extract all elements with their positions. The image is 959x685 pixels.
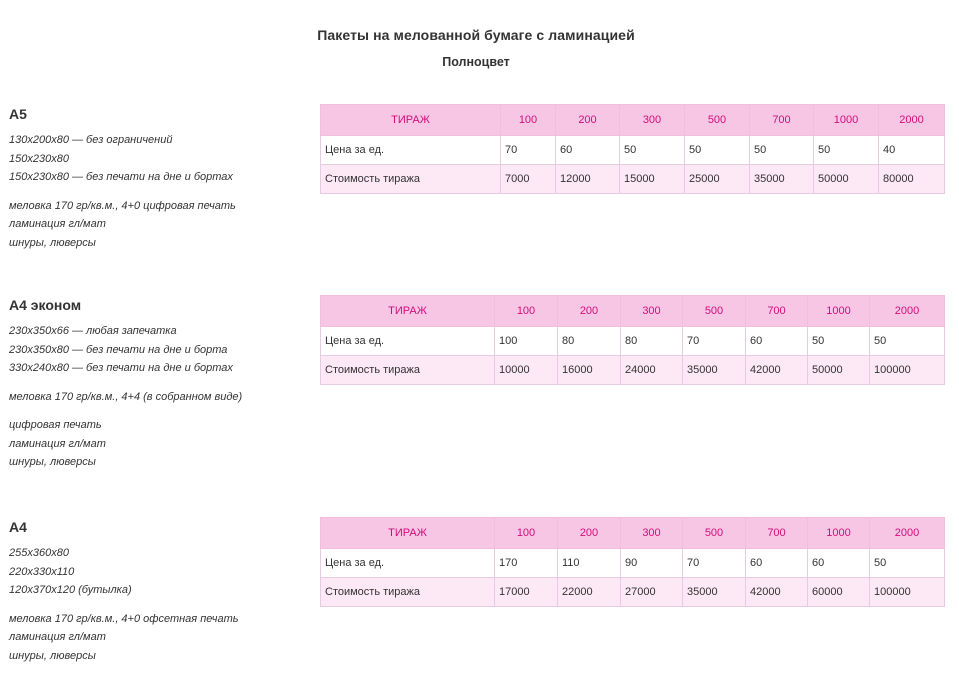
desc-line: 230x350x80 — без печати на дне и борта bbox=[9, 343, 228, 356]
table-cell: 22000 bbox=[558, 578, 621, 607]
table-cell: 10000 bbox=[495, 356, 558, 385]
section-title: A5 bbox=[9, 106, 27, 122]
header-cell: 100 bbox=[501, 105, 556, 136]
desc-line: меловка 170 гр/кв.м., 4+4 (в собранном виде) bbox=[9, 390, 243, 403]
size-list bbox=[9, 544, 309, 600]
section-info bbox=[9, 297, 309, 482]
desc-line: 255x360x80 bbox=[9, 547, 69, 559]
table-cell: 50 bbox=[808, 327, 870, 356]
size-list bbox=[9, 322, 309, 378]
row-label: Цена за ед. bbox=[321, 549, 495, 578]
header-cell: 1000 bbox=[808, 518, 870, 549]
table-cell: 50 bbox=[814, 136, 879, 165]
row-label: Цена за ед. bbox=[321, 136, 501, 165]
table-cell: 42000 bbox=[746, 578, 808, 607]
table-cell: 50000 bbox=[808, 356, 870, 385]
table-cell: 50 bbox=[870, 327, 945, 356]
desc-line: ламинация гл/мат bbox=[9, 437, 106, 450]
table-cell: 70 bbox=[501, 136, 556, 165]
section-info bbox=[9, 106, 309, 262]
section-title: A4 bbox=[9, 519, 27, 535]
desc-line: меловка 170 гр/кв.м., 4+0 цифровая печать bbox=[9, 199, 236, 212]
table-cell: 25000 bbox=[685, 165, 750, 194]
table-cell: 24000 bbox=[621, 356, 683, 385]
header-cell: 700 bbox=[746, 518, 808, 549]
desc-line: 150x230x80 bbox=[9, 152, 69, 165]
row-label: Цена за ед. bbox=[321, 327, 495, 356]
header-cell: 300 bbox=[621, 518, 683, 549]
row-label: Стоимость тиража bbox=[321, 165, 501, 194]
header-cell: 200 bbox=[558, 518, 621, 549]
price-table bbox=[320, 104, 945, 194]
price-table bbox=[320, 517, 945, 607]
header-cell: ТИРАЖ bbox=[321, 296, 495, 327]
table-cell: 35000 bbox=[750, 165, 814, 194]
table-cell: 60 bbox=[746, 327, 808, 356]
table-cell: 17000 bbox=[495, 578, 558, 607]
table-cell: 50 bbox=[620, 136, 685, 165]
table-cell: 35000 bbox=[683, 578, 746, 607]
price-table bbox=[320, 295, 945, 385]
header-cell: 300 bbox=[621, 296, 683, 327]
desc-line: 150x230x80 — без печати на дне и бортах bbox=[9, 171, 233, 183]
table-cell: 60 bbox=[808, 549, 870, 578]
table-cell: 60000 bbox=[808, 578, 870, 607]
table-cell: 27000 bbox=[621, 578, 683, 607]
desc-line: 330x240x80 — без печати на дне и бортах bbox=[9, 362, 233, 374]
table-cell: 60 bbox=[556, 136, 620, 165]
table-cell: 40 bbox=[879, 136, 945, 165]
table-cell: 80000 bbox=[879, 165, 945, 194]
table-cell: 50000 bbox=[814, 165, 879, 194]
table-cell: 50 bbox=[685, 136, 750, 165]
material-list bbox=[9, 610, 309, 666]
table-cell: 70 bbox=[683, 549, 746, 578]
size-list bbox=[9, 131, 309, 187]
page-title: Пакеты на мелованной бумаге с ламинацией bbox=[317, 27, 635, 43]
material-list bbox=[9, 388, 309, 407]
header-cell: ТИРАЖ bbox=[321, 105, 501, 136]
desc-line: шнуры, люверсы bbox=[9, 236, 96, 249]
header-cell: 200 bbox=[556, 105, 620, 136]
header-cell: 500 bbox=[683, 518, 746, 549]
desc-line: 120x370x120 (бутылка) bbox=[9, 584, 132, 596]
desc-line: цифровая печать bbox=[9, 419, 102, 431]
desc-line: шнуры, люверсы bbox=[9, 456, 96, 468]
header-cell: 200 bbox=[558, 296, 621, 327]
header-cell: 2000 bbox=[870, 296, 945, 327]
table-cell: 90 bbox=[621, 549, 683, 578]
desc-line: 130x200x80 — без ограничений bbox=[9, 134, 173, 146]
page-subtitle: Полноцвет bbox=[442, 55, 510, 69]
table-cell: 70 bbox=[683, 327, 746, 356]
table-cell: 50 bbox=[750, 136, 814, 165]
table-cell: 170 bbox=[495, 549, 558, 578]
table-row-unit-price bbox=[321, 327, 945, 356]
table-row-total bbox=[321, 165, 945, 194]
header-cell: ТИРАЖ bbox=[321, 518, 495, 549]
header-cell: 500 bbox=[683, 296, 746, 327]
desc-line: меловка 170 гр/кв.м., 4+0 офсетная печать bbox=[9, 612, 239, 625]
header-cell: 500 bbox=[685, 105, 750, 136]
header-cell: 100 bbox=[495, 296, 558, 327]
header-cell: 1000 bbox=[808, 296, 870, 327]
header-cell: 700 bbox=[746, 296, 808, 327]
table-row-unit-price bbox=[321, 549, 945, 578]
table-cell: 35000 bbox=[683, 356, 746, 385]
header-cell: 700 bbox=[750, 105, 814, 136]
header-cell: 2000 bbox=[879, 105, 945, 136]
table-cell: 50 bbox=[870, 549, 945, 578]
header-cell: 1000 bbox=[814, 105, 879, 136]
table-header-row bbox=[321, 105, 945, 136]
table-row-unit-price bbox=[321, 136, 945, 165]
desc-line: 220x330x110 bbox=[9, 565, 75, 578]
table-cell: 12000 bbox=[556, 165, 620, 194]
header-cell: 300 bbox=[620, 105, 685, 136]
table-row-total bbox=[321, 356, 945, 385]
table-cell: 15000 bbox=[620, 165, 685, 194]
table-cell: 16000 bbox=[558, 356, 621, 385]
row-label: Стоимость тиража bbox=[321, 356, 495, 385]
table-row-total bbox=[321, 578, 945, 607]
table-cell: 100000 bbox=[870, 578, 945, 607]
header-cell: 100 bbox=[495, 518, 558, 549]
desc-line: ламинация гл/мат bbox=[9, 631, 106, 643]
section-title: A4 эконом bbox=[9, 297, 82, 313]
table-cell: 42000 bbox=[746, 356, 808, 385]
table-cell: 60 bbox=[746, 549, 808, 578]
table-cell: 7000 bbox=[501, 165, 556, 194]
table-cell: 80 bbox=[621, 327, 683, 356]
table-cell: 100 bbox=[495, 327, 558, 356]
header-cell: 2000 bbox=[870, 518, 945, 549]
table-header-row bbox=[321, 518, 945, 549]
table-cell: 110 bbox=[558, 549, 621, 578]
row-label: Стоимость тиража bbox=[321, 578, 495, 607]
desc-line: 230x350x66 — любая запечатка bbox=[9, 325, 177, 337]
section-info bbox=[9, 519, 309, 675]
material-list bbox=[9, 197, 309, 253]
finish-list bbox=[9, 416, 309, 472]
desc-line: шнуры, люверсы bbox=[9, 649, 96, 662]
table-header-row bbox=[321, 296, 945, 327]
table-cell: 100000 bbox=[870, 356, 945, 385]
table-cell: 80 bbox=[558, 327, 621, 356]
desc-line: ламинация гл/мат bbox=[9, 218, 106, 230]
